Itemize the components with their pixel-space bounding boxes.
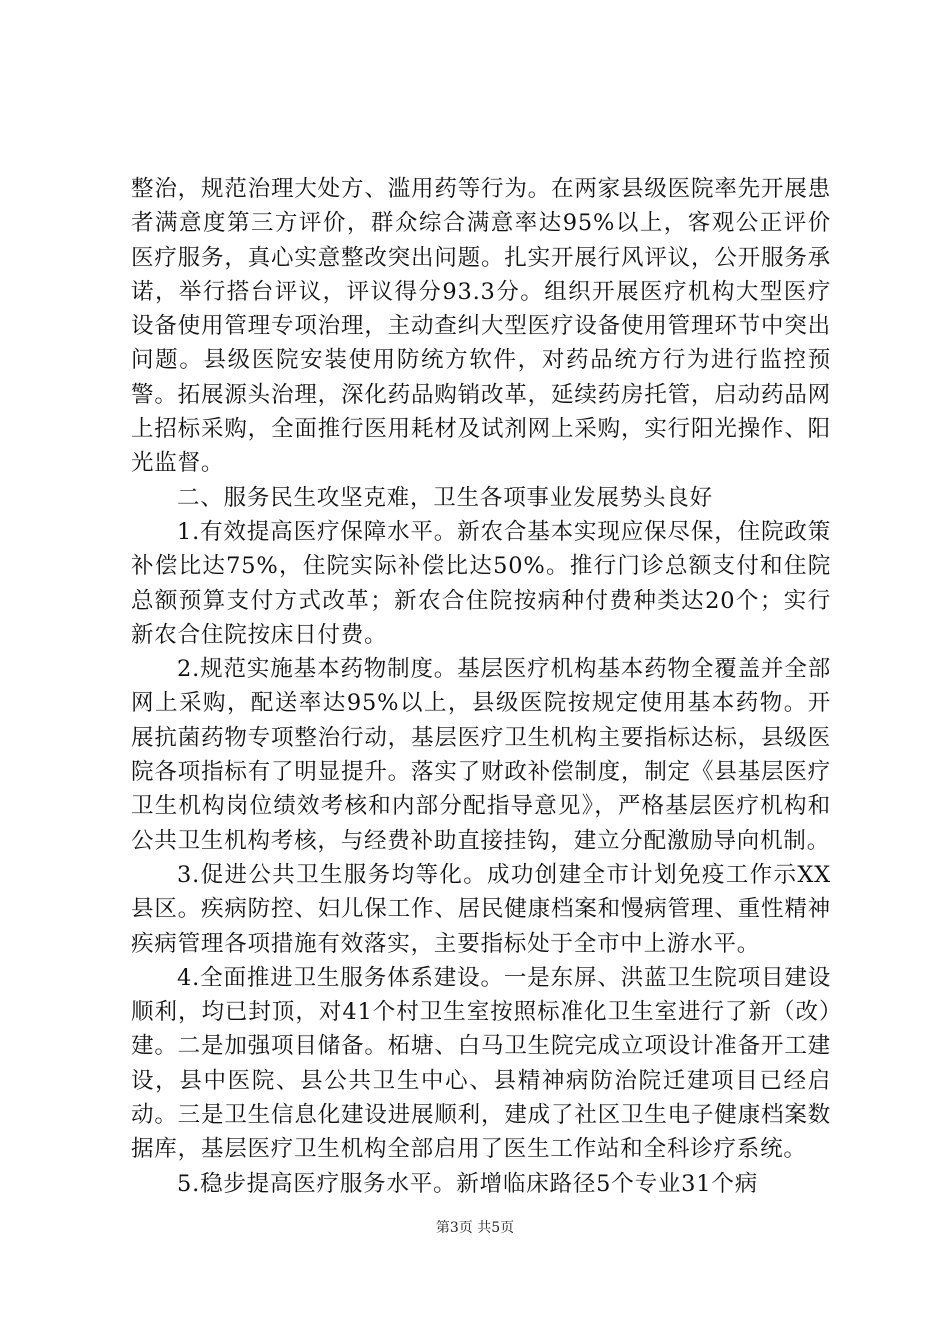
section-heading: 二、服务民生攻坚克难，卫生各项事业发展势头良好	[177, 484, 713, 511]
paragraph-item-5: 5.稳步提高医疗服务水平。新增临床路径5个专业31个病	[177, 1170, 759, 1197]
document-body	[131, 172, 831, 1201]
paragraph-item-1: 1.有效提高医疗保障水平。新农合基本实现应保尽保，住院政策补偿比达75%，住院实际补偿比达50%。推行门诊总额支付和住院总额预算支付方式改革；新农合住院按病种付费种类达20个；实行新农合住院按床日付费。	[131, 518, 831, 648]
page-number-footer: 第3页 共5页	[435, 1220, 515, 1236]
paragraph-item-3: 3.促进公共卫生服务均等化。成功创建全市计划免疫工作示XX县区。疾病防控、妇儿保工作、居民健康档案和慢病管理、重性精神疾病管理各项措施有效落实，主要指标处于全市中上游水平。	[131, 861, 831, 957]
paragraph-item-4: 4.全面推进卫生服务体系建设。一是东屏、洪蓝卫生院项目建设顺利，均已封顶，对41个村卫生室按照标准化卫生室进行了新（改）建。二是加强项目储备。柘塘、白马卫生院完成立项设计准备开工建设，县中医院、县公共卫生中心、县精神病防治院迁建项目已经启动。三是卫生信息化建设进展顺利，建成了社区卫生电子健康档案数据库，基层医疗卫生机构全部启用了医生工作站和全科诊疗系统。	[131, 964, 831, 1163]
paragraph-continuation: 整治，规范治理大处方、滥用药等行为。在两家县级医院率先开展患者满意度第三方评价，群众综合满意率达95%以上，客观公正评价医疗服务，真心实意整改突出问题。扎实开展行风评议，公开服务承诺，举行搭台评议，评议得分93.3分。组织开展医疗机构大型医疗设备使用管理专项治理，主动查纠大型医疗设备使用管理环节中突出问题。县级医院安装使用防统方软件，对药品统方行为进行监控预警。拓展源头治理，深化药品购销改革，延续药房托管，启动药品网上招标采购，全面推行医用耗材及试剂网上采购，实行阳光操作、阳光监督。	[131, 176, 831, 477]
paragraph-item-2: 2.规范实施基本药物制度。基层医疗机构基本药物全覆盖并全部网上采购，配送率达95%以上，县级医院按规定使用基本药物。开展抗菌药物专项整治行动，基层医疗卫生机构主要指标达标，县级医院各项指标有了明显提升。落实了财政补偿制度，制定《县基层医疗卫生机构岗位绩效考核和内部分配指导意见》，严格基层医疗机构和公共卫生机构考核，与经费补助直接挂钩，建立分配激励导向机制。	[131, 656, 831, 854]
